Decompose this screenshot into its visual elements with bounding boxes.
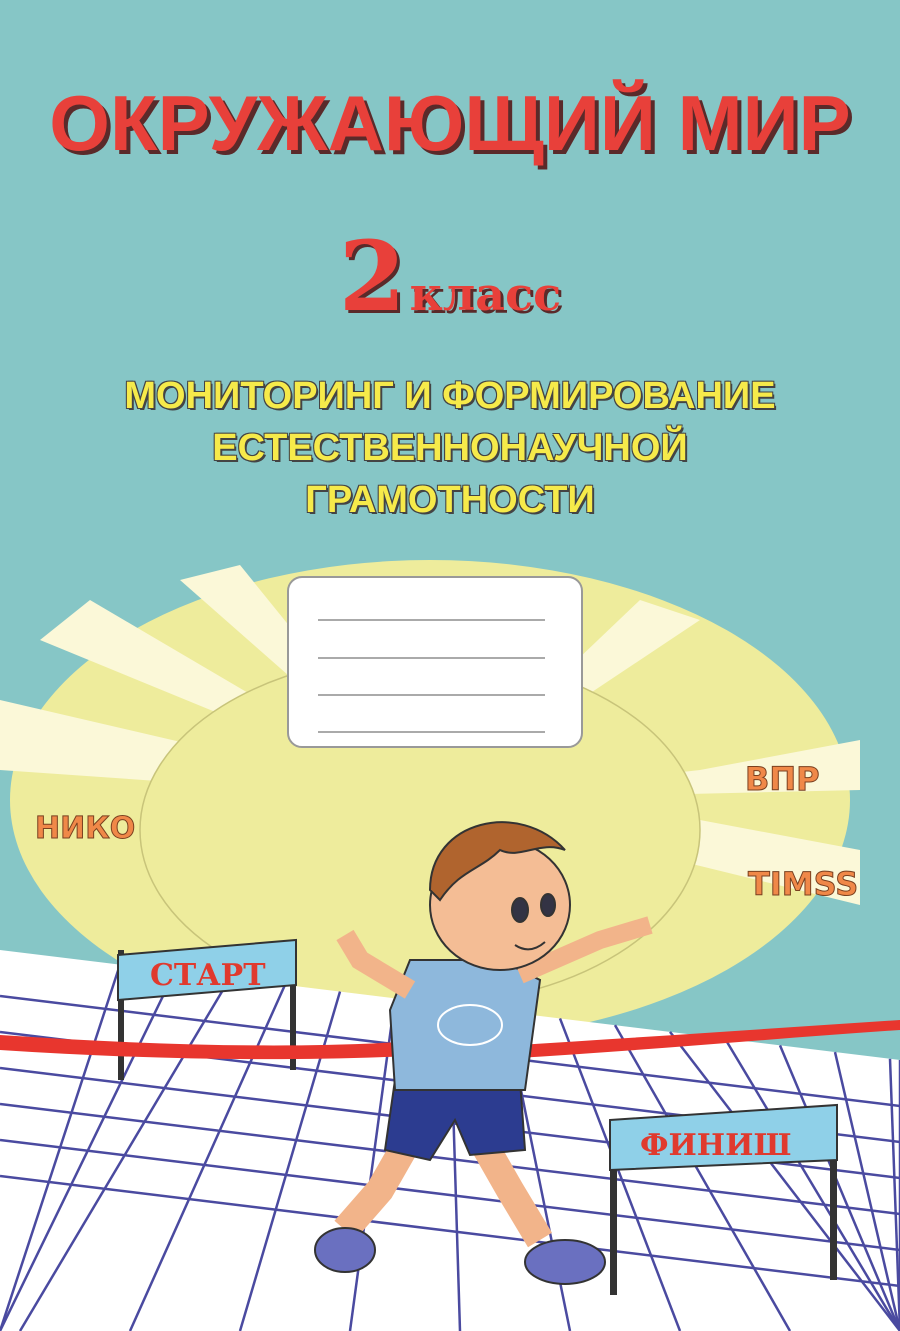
label-vpr: ВПР xyxy=(745,760,820,798)
label-niko: НИКО xyxy=(35,811,136,846)
start-banner-text: СТАРТ xyxy=(150,958,266,993)
finish-banner-text: ФИНИШ xyxy=(640,1128,792,1163)
subtitle-line-1: МОНИТОРИНГ И ФОРМИРОВАНИЕ xyxy=(124,375,776,417)
book-subtitle xyxy=(0,370,900,526)
subtitle-line-2: ЕСТЕСТВЕННОНАУЧНОЙ xyxy=(212,427,688,469)
subtitle-line-3: ГРАМОТНОСТИ xyxy=(305,479,595,521)
book-title: ОКРУЖАЮЩИЙ МИР xyxy=(49,79,851,167)
grade-heading xyxy=(0,222,900,360)
grade-number: 2 xyxy=(338,220,406,333)
label-timss: TIMSS xyxy=(748,865,859,903)
name-label-plate xyxy=(288,577,582,747)
grade-label: класс xyxy=(409,267,562,321)
